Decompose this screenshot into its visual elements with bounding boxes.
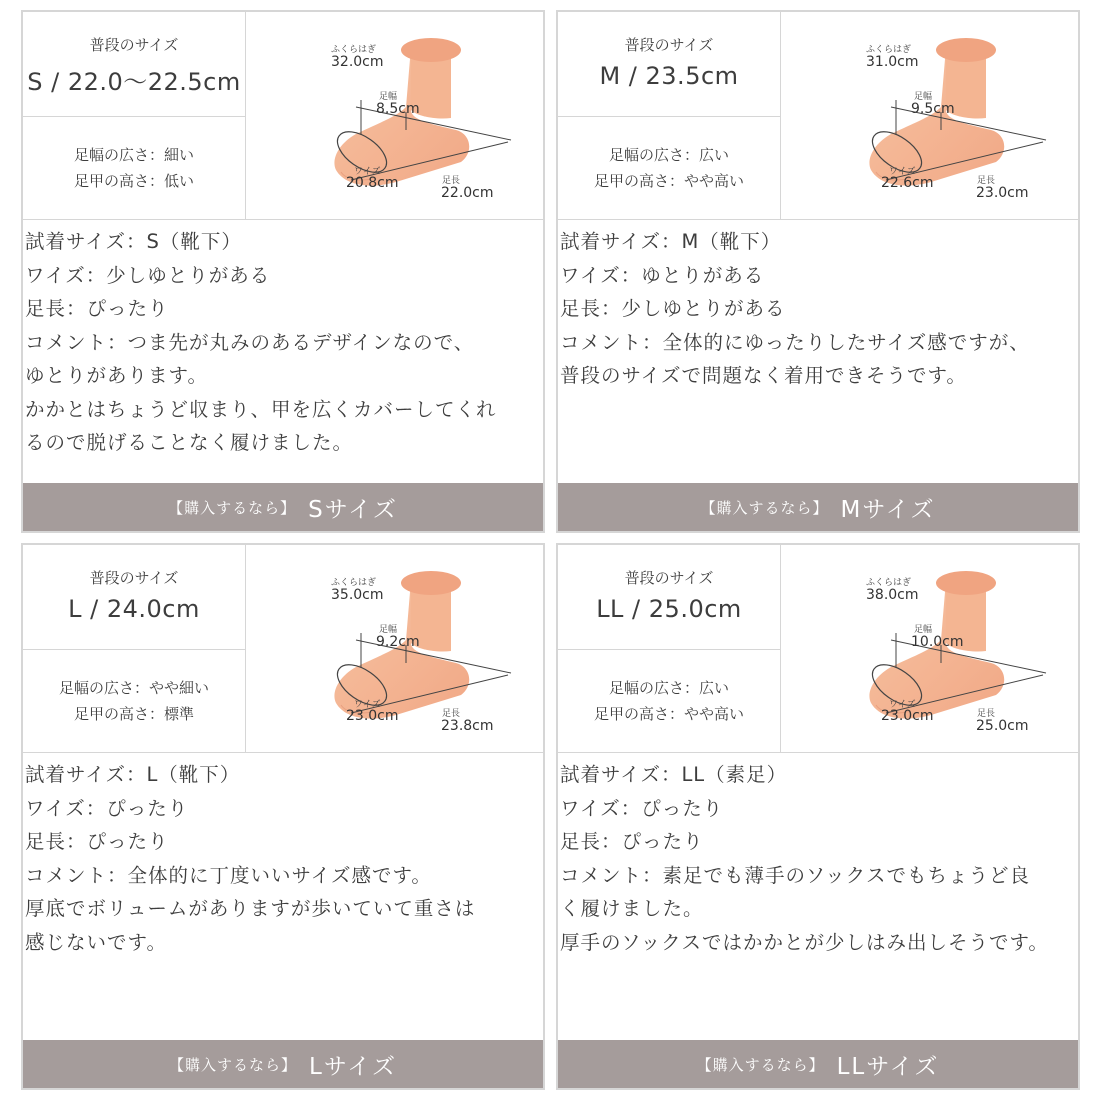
- review-line: く履けました。: [560, 897, 704, 920]
- foot-width-value: 9.2cm: [376, 634, 420, 650]
- usual-size-box: [558, 545, 781, 650]
- usual-size-value: S / 22.0〜22.5cm: [27, 68, 241, 96]
- recommended-size: LLサイズ: [836, 1053, 940, 1080]
- foot-length-value: 25.0cm: [976, 718, 1029, 734]
- purchase-prefix: 【購入するなら】: [168, 498, 297, 517]
- review-line: 試着サイズ：L（靴下）: [25, 763, 241, 786]
- recommended-size: Sサイズ: [308, 496, 398, 523]
- foot-diagram: [781, 12, 1077, 219]
- review-line: 試着サイズ：LL（素足）: [560, 763, 788, 786]
- size-review-card-ll: [556, 543, 1080, 1090]
- review-line: ゆとりがあります。: [25, 364, 208, 387]
- usual-size-value: M / 23.5cm: [599, 62, 739, 90]
- purchase-recommendation-bar: [23, 1040, 543, 1088]
- review-line: かかとはちょうど収まり、甲を広くカバーしてくれ: [25, 397, 497, 421]
- purchase-recommendation-bar: [558, 483, 1078, 531]
- foot-length-value: 22.0cm: [441, 185, 494, 201]
- card-header: [23, 545, 543, 753]
- usual-size-label: 普段のサイズ: [624, 569, 714, 587]
- calf-top: [401, 571, 461, 595]
- foot-width-line: 足幅の広さ：広い: [608, 679, 729, 697]
- instep-height-line: 足甲の高さ：やや高い: [593, 172, 744, 190]
- wise-label: ワイズ: [354, 167, 381, 177]
- usual-size-label: 普段のサイズ: [89, 36, 179, 54]
- review-line: ワイズ：ぴったり: [25, 796, 189, 820]
- wise-label: ワイズ: [889, 700, 916, 710]
- calf-label: ふくらはぎ: [331, 45, 377, 55]
- foot-diagram: [246, 12, 542, 219]
- review-line: 厚底でボリュームがありますが歩いていて重さは: [25, 897, 476, 920]
- review-line: コメント：つま先が丸みのあるデザインなので、: [25, 330, 475, 354]
- usual-size-label: 普段のサイズ: [89, 569, 179, 587]
- review-line: コメント：全体的にゆったりしたサイズ感ですが、: [560, 330, 1030, 354]
- foot-length-label: 足長: [977, 709, 996, 719]
- purchase-prefix: 【購入するなら】: [696, 1055, 825, 1074]
- review-line: 普段のサイズで問題なく着用できそうです。: [560, 364, 967, 387]
- wise-label: ワイズ: [889, 167, 916, 177]
- calf-top: [936, 571, 996, 595]
- review-line: 足長：ぴったり: [25, 297, 169, 320]
- calf-value: 38.0cm: [866, 587, 919, 603]
- wise-value: 20.8cm: [346, 175, 399, 191]
- review-line: ワイズ：ゆとりがある: [560, 263, 765, 287]
- review-text: [558, 219, 1078, 483]
- foot-width-label: 足幅: [379, 625, 398, 635]
- foot-width-label: 足幅: [914, 625, 933, 635]
- review-line: コメント：素足でも薄手のソックスでもちょうど良: [560, 863, 1030, 887]
- foot-length-label: 足長: [442, 176, 461, 186]
- review-line: 厚手のソックスではかかとが少しはみ出しそうです。: [560, 930, 1049, 954]
- foot-shape-info: [23, 117, 246, 219]
- calf-value: 35.0cm: [331, 587, 384, 603]
- review-text: [23, 219, 543, 483]
- foot-length-value: 23.0cm: [976, 185, 1029, 201]
- review-text: [23, 752, 543, 1040]
- wise-value: 23.0cm: [346, 708, 399, 724]
- review-line: 感じないです。: [25, 930, 167, 954]
- instep-height-line: 足甲の高さ：低い: [73, 172, 194, 190]
- review-line: 足長：少しゆとりがある: [560, 297, 786, 320]
- calf-label: ふくらはぎ: [866, 45, 912, 55]
- review-line: コメント：全体的に丁度いいサイズ感です。: [25, 863, 432, 887]
- foot-width-value: 9.5cm: [911, 101, 955, 117]
- foot-width-value: 10.0cm: [911, 634, 964, 650]
- foot-length-value: 23.8cm: [441, 718, 494, 734]
- calf-top: [401, 38, 461, 62]
- review-line: 試着サイズ：S（靴下）: [25, 230, 242, 253]
- foot-width-value: 8.5cm: [376, 101, 420, 117]
- foot-length-label: 足長: [442, 709, 461, 719]
- card-header: [23, 12, 543, 220]
- usual-size-label: 普段のサイズ: [624, 36, 714, 54]
- purchase-prefix: 【購入するなら】: [700, 498, 829, 517]
- calf-top: [936, 38, 996, 62]
- usual-size-box: [23, 545, 246, 650]
- instep-height-line: 足甲の高さ：やや高い: [593, 705, 744, 723]
- calf-value: 32.0cm: [331, 54, 384, 70]
- usual-size-box: [558, 12, 781, 117]
- wise-value: 22.6cm: [881, 175, 934, 191]
- size-review-card-l: [21, 543, 545, 1090]
- foot-width-label: 足幅: [914, 92, 933, 102]
- calf-value: 31.0cm: [866, 54, 919, 70]
- foot-width-line: 足幅の広さ：細い: [73, 146, 194, 164]
- foot-length-label: 足長: [977, 176, 996, 186]
- purchase-recommendation-bar: [23, 483, 543, 531]
- calf-label: ふくらはぎ: [866, 578, 912, 588]
- foot-diagram: [781, 545, 1077, 752]
- purchase-prefix: 【購入するなら】: [169, 1055, 298, 1074]
- review-line: 足長：ぴったり: [25, 830, 169, 853]
- foot-shape-info: [558, 117, 781, 219]
- instep-height-line: 足甲の高さ：標準: [73, 705, 194, 723]
- card-header: [558, 545, 1078, 753]
- purchase-recommendation-bar: [558, 1040, 1078, 1088]
- foot-width-label: 足幅: [379, 92, 398, 102]
- recommended-size: Lサイズ: [309, 1053, 397, 1080]
- usual-size-value: L / 24.0cm: [68, 595, 200, 623]
- wise-label: ワイズ: [354, 700, 381, 710]
- usual-size-box: [23, 12, 246, 117]
- foot-width-line: 足幅の広さ：やや細い: [58, 679, 209, 697]
- foot-shape-info: [23, 650, 246, 752]
- card-header: [558, 12, 1078, 220]
- recommended-size: Mサイズ: [840, 496, 936, 523]
- review-line: ワイズ：少しゆとりがある: [25, 263, 271, 287]
- foot-diagram: [246, 545, 542, 752]
- review-text: [558, 752, 1078, 1040]
- review-line: 試着サイズ：M（靴下）: [560, 230, 782, 253]
- review-line: 足長：ぴったり: [560, 830, 704, 853]
- foot-shape-info: [558, 650, 781, 752]
- calf-label: ふくらはぎ: [331, 578, 377, 588]
- foot-width-line: 足幅の広さ：広い: [608, 146, 729, 164]
- size-review-card-s: [21, 10, 545, 533]
- usual-size-value: LL / 25.0cm: [596, 595, 742, 623]
- size-review-card-m: [556, 10, 1080, 533]
- review-line: ワイズ：ぴったり: [560, 796, 724, 820]
- review-line: るので脱げることなく履けました。: [25, 431, 354, 454]
- wise-value: 23.0cm: [881, 708, 934, 724]
